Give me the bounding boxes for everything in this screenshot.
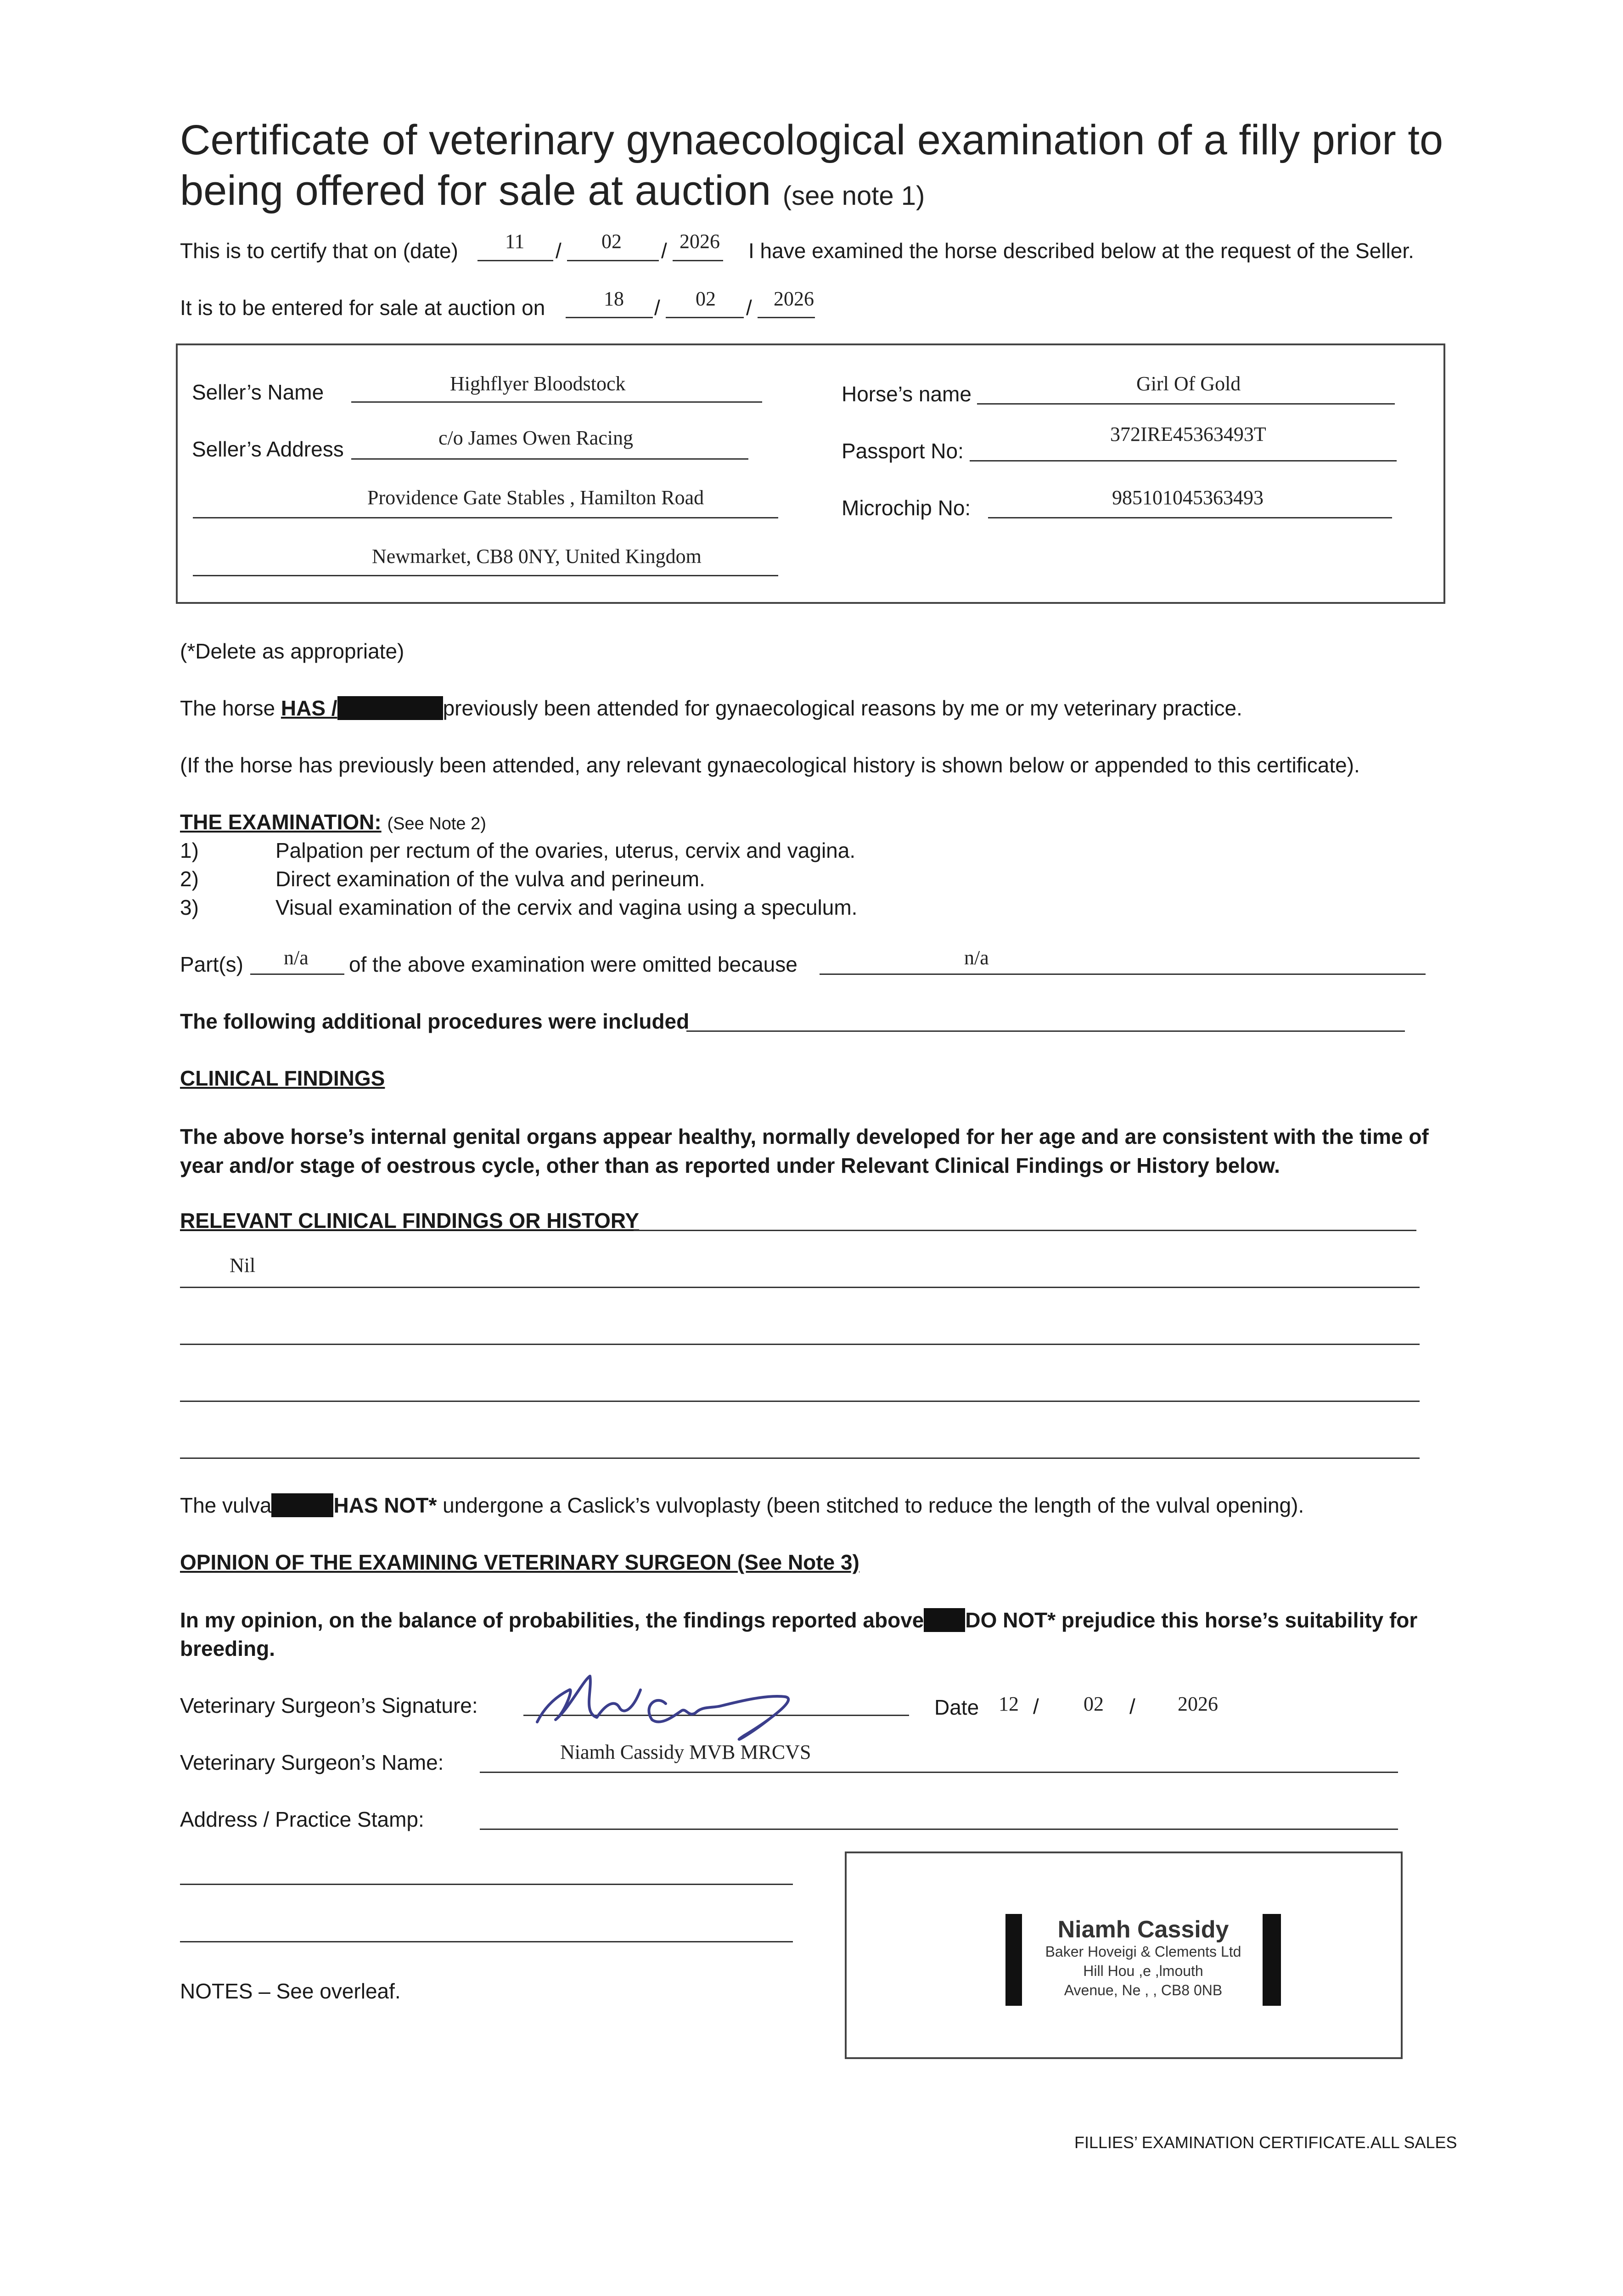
stamp-name: Niamh Cassidy [1057,1916,1229,1943]
title-note: (see note 1) [782,181,925,211]
microchip-number: 985101045363493 [1112,486,1264,509]
omitted-label: of the above examination were omitted because [349,952,797,976]
sign-date-year: 2026 [1178,1693,1218,1715]
attended-line: The horse HAS / previously been attended for gynaecological reasons by me or my veterinary practice. [180,696,1242,720]
examination-note: (See Note 2) [387,814,486,833]
opinion-line2: breeding. [180,1637,275,1660]
history-note: (If the horse has previously been attended, any relevant gynaecological history is shown below or appended to this certificate). [180,753,1360,777]
exam-item-num-3: 3) [180,895,199,919]
auction-month: 02 [696,287,716,310]
signature-label: Veterinary Surgeon’s Signature: [180,1694,478,1717]
seller-address-line3: Newmarket, CB8 0NY, United Kingdom [372,545,702,568]
page-title [180,115,1488,221]
exam-item-num-1: 1) [180,838,199,862]
opinion-line1: In my opinion, on the balance of probabilities, the findings reported above DO NOT* prejudice this horse’s suitability for [180,1608,1418,1632]
relevant-value: Nil [230,1254,256,1277]
parts-label: Part(s) [180,952,243,976]
title-text: Certificate of veterinary gynaecological examination of a filly prior to being offered for sale at auction [180,117,1443,214]
omitted-value: n/a [964,946,989,969]
additional-label: The following additional procedures were included [180,1009,690,1033]
vet-name-label: Veterinary Surgeon’s Name: [180,1750,444,1774]
examination-heading: THE EXAMINATION: [180,810,382,834]
notes-text: NOTES – See overleaf. [180,1979,401,2003]
seller-name-label: Seller’s Name [192,380,324,404]
vulva-line: The vulva HAS NOT* undergone a Caslick’s vulvoplasty (been stitched to reduce the length of the vulval opening). [180,1493,1304,1517]
passport-number: 372IRE45363493T [1110,423,1266,445]
stamp-line3: Avenue, Ne , , CB8 0NB [1064,1982,1223,1998]
clinical-statement: The above horse’s internal genital organs appear healthy, normally developed for her age and are consistent with the time of year and/or stage of oestrous cycle, other than as reported under Relevant Clinical Findings or History below. [180,1125,1429,1177]
auction-year: 2026 [774,287,814,310]
examination-heading-row [180,809,486,837]
seller-address-line1: c/o James Owen Racing [438,427,633,449]
exam-item-num-2: 2) [180,867,199,891]
horse-name: Girl Of Gold [1136,372,1241,395]
certify-suffix: I have examined the horse described below at the request of the Seller. [748,239,1414,263]
certify-month: 02 [601,230,622,253]
sign-date-month: 02 [1084,1693,1104,1715]
stamp-line2: Hill Hou ,e ,lmouth [1083,1963,1203,1979]
vulva-hasnot: HAS NOT* [333,1493,437,1517]
parts-value: n/a [284,946,309,969]
certify-day: 11 [505,230,525,253]
stamp-line1: Baker Hoveigi & Clements Ltd [1045,1943,1241,1960]
delete-note: (*Delete as appropriate) [180,639,404,663]
horse-name-label: Horse’s name [842,382,972,406]
exam-item-text-3: Visual examination of the cervix and vagina using a speculum. [275,895,858,919]
opinion-heading: OPINION OF THE EXAMINING VETERINARY SURGEON (See Note 3) [180,1550,859,1574]
sign-date-day: 12 [999,1693,1019,1715]
auction-prefix: It is to be entered for sale at auction on [180,296,545,320]
seller-horse-box [176,343,1445,604]
passport-label: Passport No: [842,439,964,463]
clinical-heading: CLINICAL FINDINGS [180,1066,385,1090]
attended-has: HAS / [281,696,337,720]
seller-name: Highflyer Bloodstock [450,372,626,395]
redaction-bar [337,696,443,720]
certify-prefix: This is to certify that on (date) [180,239,458,263]
footer-text: FILLIES’ EXAMINATION CERTIFICATE.ALL SALES [1074,2133,1457,2152]
redaction-bar [271,1493,333,1517]
date-label: Date [934,1695,979,1719]
relevant-heading: RELEVANT CLINICAL FINDINGS OR HISTORY [180,1209,640,1232]
redaction-bar [924,1608,965,1632]
seller-address-label: Seller’s Address [192,437,344,461]
auction-day: 18 [604,287,624,310]
vet-name: Niamh Cassidy MVB MRCVS [560,1741,811,1763]
certify-year: 2026 [680,230,720,253]
exam-item-text-2: Direct examination of the vulva and perineum. [275,867,705,891]
exam-item-text-1: Palpation per rectum of the ovaries, uterus, cervix and vagina. [275,838,856,862]
microchip-label: Microchip No: [842,496,971,520]
seller-address-line2: Providence Gate Stables , Hamilton Road [367,486,704,509]
address-stamp-label: Address / Practice Stamp: [180,1807,424,1831]
